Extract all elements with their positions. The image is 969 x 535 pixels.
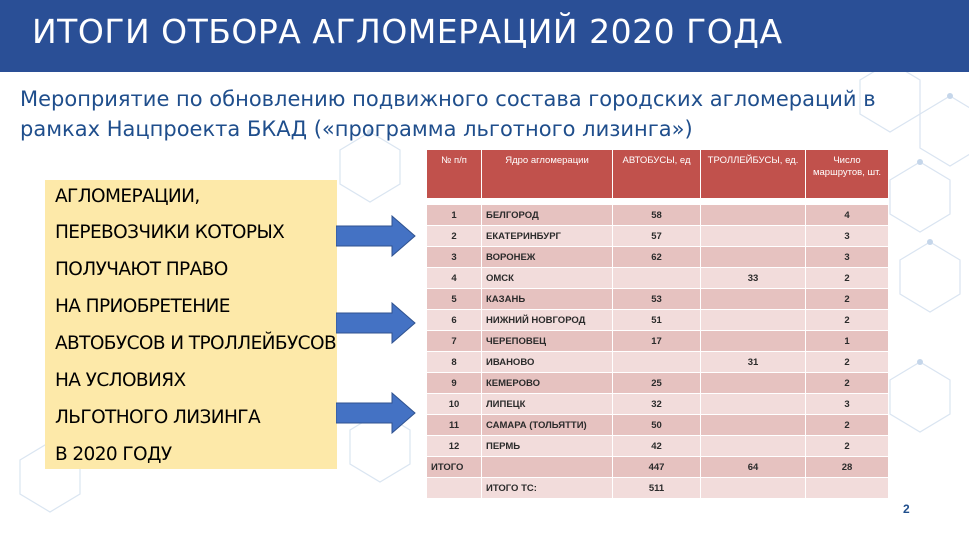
cell-buses: 42 <box>613 436 701 457</box>
table-row <box>427 394 889 415</box>
cell-num: 9 <box>427 373 482 394</box>
cell-city: НИЖНИЙ НОВГОРОД <box>482 310 613 331</box>
cell-buses: 51 <box>613 310 701 331</box>
col-header-num: № п/п <box>427 150 482 199</box>
cell-routes: 2 <box>806 268 889 289</box>
cell-trolleys <box>701 226 806 247</box>
cell-routes: 2 <box>806 310 889 331</box>
cell-buses: 62 <box>613 247 701 268</box>
description-line: ПЕРЕВОЗЧИКИ КОТОРЫХ <box>55 222 285 243</box>
cell-routes: 2 <box>806 436 889 457</box>
cell-city: КЕМЕРОВО <box>482 373 613 394</box>
cell-city: БЕЛГОРОД <box>482 205 613 226</box>
slide-subtitle <box>20 84 940 144</box>
table-row <box>427 415 889 436</box>
subtitle-line-2: рамках Нацпроекта БКАД («программа льготного лизинга») <box>20 117 693 141</box>
cell-routes: 2 <box>806 415 889 436</box>
table-row <box>427 205 889 226</box>
cell-city: ПЕРМЬ <box>482 436 613 457</box>
cell-num: 10 <box>427 394 482 415</box>
table-row <box>427 226 889 247</box>
right-arrow-icon <box>336 215 416 257</box>
cell-trolleys <box>701 394 806 415</box>
cell-num: 11 <box>427 415 482 436</box>
cell-trolleys <box>701 289 806 310</box>
cell-num: 1 <box>427 205 482 226</box>
description-line: АВТОБУСОВ И ТРОЛЛЕЙБУСОВ <box>55 333 337 354</box>
description-line: НА УСЛОВИЯХ <box>55 370 186 391</box>
cell-trolleys <box>701 415 806 436</box>
cell-buses: 25 <box>613 373 701 394</box>
total-routes: 28 <box>806 457 889 478</box>
description-line: НА ПРИОБРЕТЕНИЕ <box>55 296 230 317</box>
slide-title: ИТОГИ ОТБОРА АГЛОМЕРАЦИЙ 2020 ГОДА <box>32 12 783 51</box>
description-line: АГЛОМЕРАЦИИ, <box>55 186 200 207</box>
cell-num: 12 <box>427 436 482 457</box>
right-arrow-icon <box>336 392 416 434</box>
cell-num: 5 <box>427 289 482 310</box>
cell-buses: 17 <box>613 331 701 352</box>
cell-city: ВОРОНЕЖ <box>482 247 613 268</box>
cell-buses <box>613 268 701 289</box>
total-buses: 447 <box>613 457 701 478</box>
total-trolleys: 64 <box>701 457 806 478</box>
total-label: ИТОГО <box>427 457 482 478</box>
col-header-buses: АВТОБУСЫ, ед <box>613 150 701 199</box>
cell-routes: 2 <box>806 352 889 373</box>
cell-buses: 53 <box>613 289 701 310</box>
cell-routes: 2 <box>806 289 889 310</box>
cell-city: ОМСК <box>482 268 613 289</box>
col-header-routes: Число маршрутов, шт. <box>806 150 889 199</box>
cell-routes: 3 <box>806 247 889 268</box>
cell-routes: 2 <box>806 373 889 394</box>
agglomerations-table <box>426 149 889 499</box>
total-ts-label: ИТОГО ТС: <box>482 478 613 499</box>
table-row <box>427 289 889 310</box>
agglomerations-description-box <box>45 180 337 469</box>
cell-trolleys: 33 <box>701 268 806 289</box>
cell-routes: 1 <box>806 331 889 352</box>
subtitle-line-1: Мероприятие по обновлению подвижного состава городских агломераций в <box>20 87 876 111</box>
cell-buses: 32 <box>613 394 701 415</box>
cell-buses: 57 <box>613 226 701 247</box>
table-row <box>427 310 889 331</box>
total-ts-value: 511 <box>613 478 701 499</box>
table-row <box>427 436 889 457</box>
cell-trolleys <box>701 205 806 226</box>
col-header-core: Ядро агломерации <box>482 150 613 199</box>
description-line: В 2020 ГОДУ <box>55 444 172 465</box>
description-line: ЛЬГОТНОГО ЛИЗИНГА <box>55 407 261 428</box>
cell-trolleys: 31 <box>701 352 806 373</box>
description-line: ПОЛУЧАЮТ ПРАВО <box>55 259 228 280</box>
col-header-trolleys: ТРОЛЛЕЙБУСЫ, ед. <box>701 150 806 199</box>
table-header-row <box>427 150 889 199</box>
slide-header <box>0 0 969 72</box>
table-row <box>427 247 889 268</box>
cell-city: ЛИПЕЦК <box>482 394 613 415</box>
right-arrow-icon <box>336 302 416 344</box>
cell-routes: 4 <box>806 205 889 226</box>
cell-city: ИВАНОВО <box>482 352 613 373</box>
table-total-ts-row <box>427 478 889 499</box>
cell-num: 8 <box>427 352 482 373</box>
cell-trolleys <box>701 331 806 352</box>
table-row <box>427 352 889 373</box>
cell-trolleys <box>701 373 806 394</box>
cell-routes: 3 <box>806 226 889 247</box>
cell-trolleys <box>701 436 806 457</box>
cell-trolleys <box>701 310 806 331</box>
cell-buses: 58 <box>613 205 701 226</box>
cell-city: САМАРА (ТОЛЬЯТТИ) <box>482 415 613 436</box>
cell-city: ЕКАТЕРИНБУРГ <box>482 226 613 247</box>
table-row <box>427 331 889 352</box>
cell-city: ЧЕРЕПОВЕЦ <box>482 331 613 352</box>
table-total-row <box>427 457 889 478</box>
table-row <box>427 373 889 394</box>
cell-trolleys <box>701 247 806 268</box>
cell-num: 6 <box>427 310 482 331</box>
cell-num: 2 <box>427 226 482 247</box>
page-number: 2 <box>903 502 910 516</box>
cell-city: КАЗАНЬ <box>482 289 613 310</box>
table-row <box>427 268 889 289</box>
cell-buses: 50 <box>613 415 701 436</box>
cell-routes: 3 <box>806 394 889 415</box>
cell-buses <box>613 352 701 373</box>
cell-num: 3 <box>427 247 482 268</box>
cell-num: 7 <box>427 331 482 352</box>
cell-num: 4 <box>427 268 482 289</box>
